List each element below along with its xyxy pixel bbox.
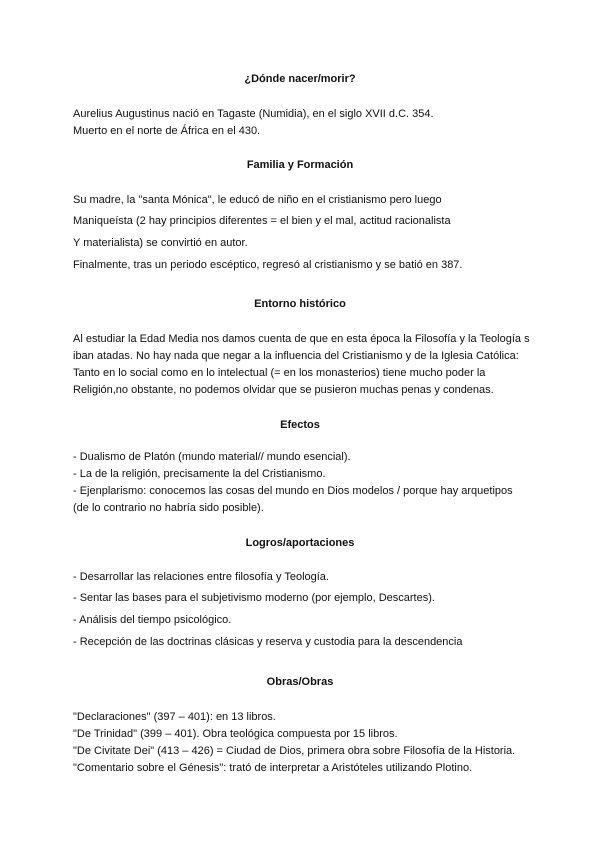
paragraph-line: Al estudiar la Edad Media nos damos cuenta de que en esta época la Filosofía y la Teología s xyxy=(73,333,530,345)
paragraph-line: iban atadas. No hay nada que negar a la influencia del Cristianismo y de la Iglesia Católica: xyxy=(73,350,519,362)
list-item: "De Trinidad" (399 – 401). Obra teológica compuesta por 15 libros. xyxy=(73,728,398,740)
section-heading-works: Obras/Obras xyxy=(266,676,334,688)
section-heading-effects: Efectos xyxy=(280,419,320,431)
paragraph-line: Religión,no obstante, no podemos olvidar que se pusieron muchas penas y condenas. xyxy=(73,384,494,396)
list-item: (de lo contrario no habría sido posible). xyxy=(73,502,264,514)
paragraph-line: Finalmente, tras un periodo escéptico, regresó al cristianismo y se batió en 387. xyxy=(73,259,463,271)
list-item: - Sentar las bases para el subjetivismo moderno (por ejemplo, Descartes). xyxy=(73,592,435,604)
list-item: "Declaraciones" (397 – 401): en 13 libros. xyxy=(73,711,276,723)
list-item: "De Civitate Dei" (413 – 426) = Ciudad de Dios, primera obra sobre Filosofía de la Historia. xyxy=(73,745,516,757)
paragraph-line: Tanto en lo social como en lo intelectual (= en los monasterios) tiene mucho poder la xyxy=(73,367,486,379)
paragraph-line: Aurelius Augustinus nació en Tagaste (Numidia), en el siglo XVII d.C. 354. xyxy=(73,108,434,120)
section-heading-historical-context: Entorno histórico xyxy=(254,298,346,310)
list-item: - Recepción de las doctrinas clásicas y reserva y custodia para la descendencia xyxy=(73,636,463,648)
paragraph-line: Y materialista) se convirtió en autor. xyxy=(73,237,248,249)
section-heading-family: Familia y Formación xyxy=(246,159,354,171)
section-heading-birth-death: ¿Dónde nacer/morir? xyxy=(244,73,356,85)
list-item: - Desarrollar las relaciones entre filosofía y Teología. xyxy=(73,571,329,583)
list-item: - Ejenplarismo: conocemos las cosas del mundo en Dios modelos / porque hay arquetipos xyxy=(73,485,513,497)
paragraph-line: Muerto en el norte de África en el 430. xyxy=(73,125,261,137)
list-item: - Dualismo de Platón (mundo material// mundo esencial). xyxy=(73,451,351,463)
section-heading-achievements: Logros/aportaciones xyxy=(245,537,355,549)
list-item: - La de la religión, precisamente la del Cristianismo. xyxy=(73,468,326,480)
list-item: - Análisis del tiempo psicológico. xyxy=(73,614,232,626)
paragraph-line: Su madre, la "santa Mónica", le educó de niño en el cristianismo pero luego xyxy=(73,194,442,206)
list-item: "Comentario sobre el Génesis": trató de interpretar a Aristóteles utilizando Plotino. xyxy=(73,762,473,774)
paragraph-line: Maniqueísta (2 hay principios diferentes = el bien y el mal, actitud racionalista xyxy=(73,215,451,227)
